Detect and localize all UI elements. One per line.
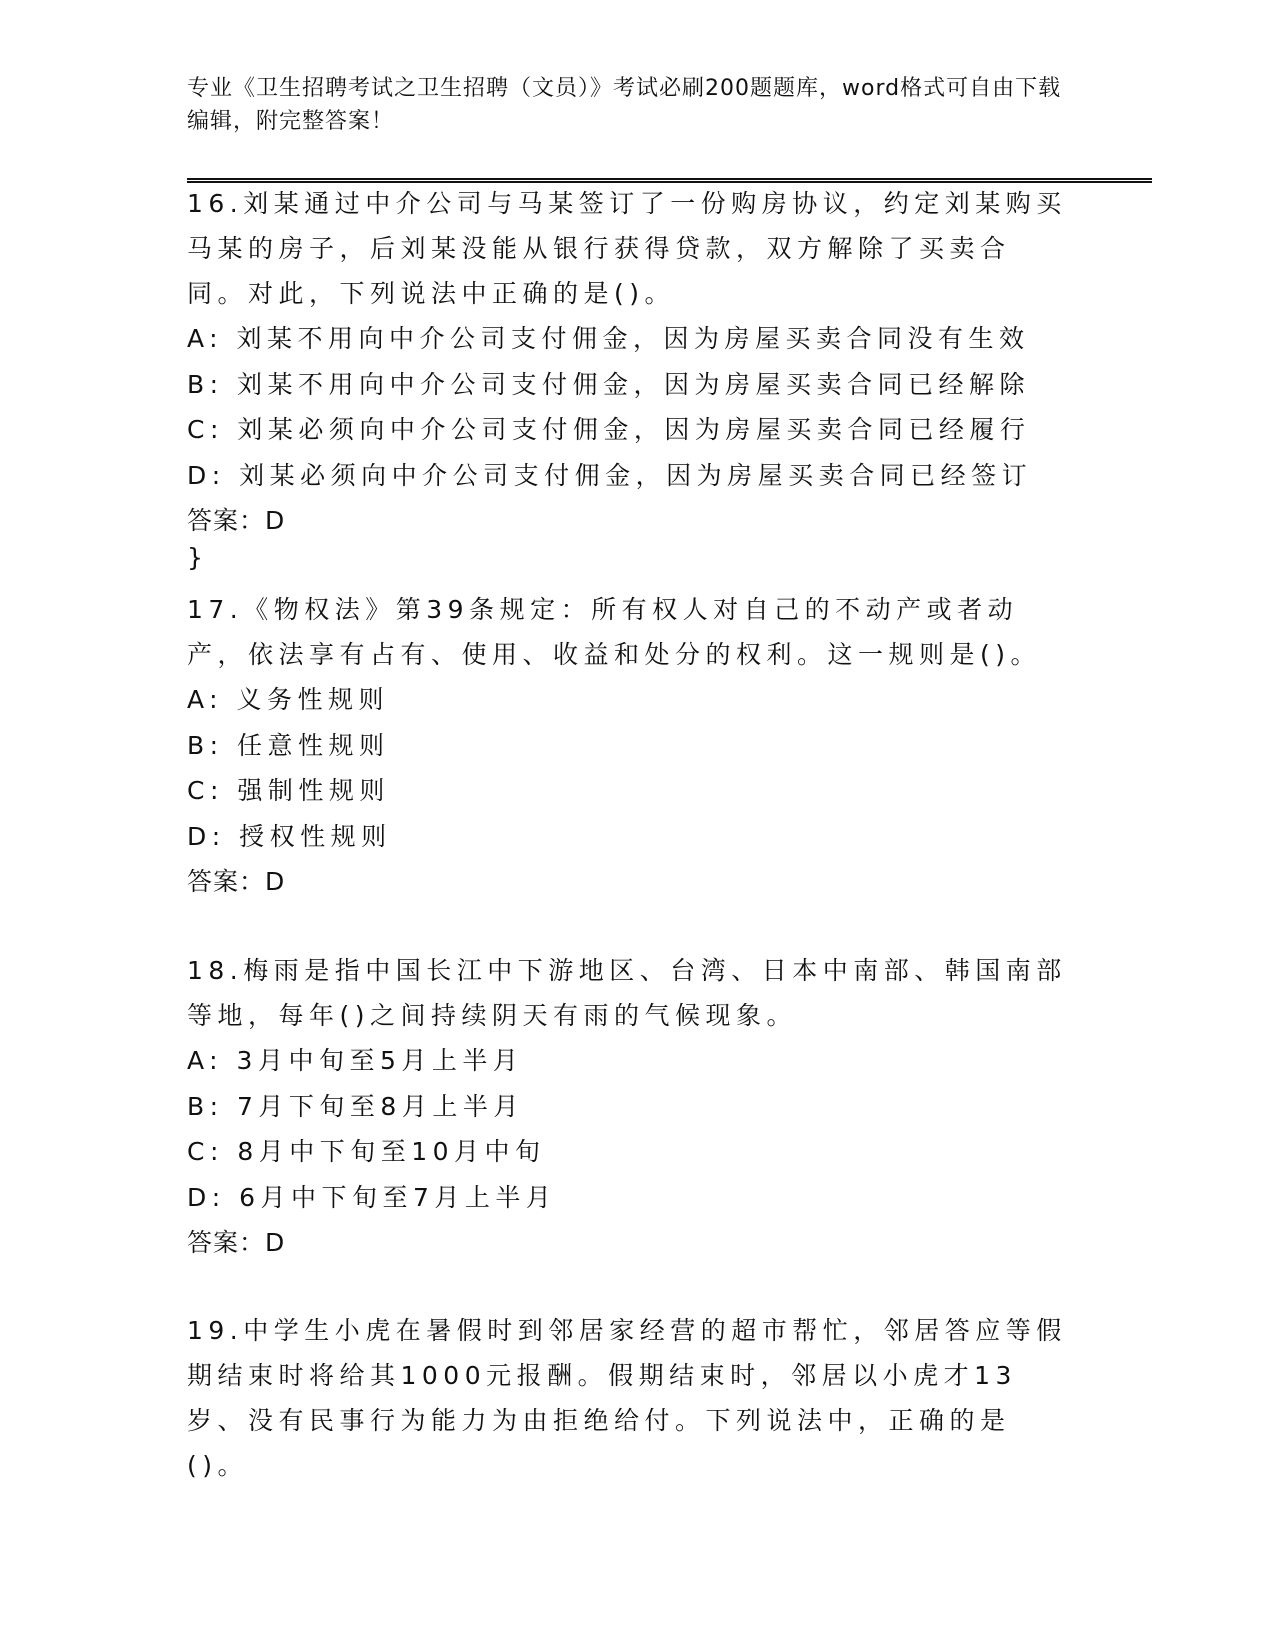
option-c: C: 8月中下旬至10月中旬 xyxy=(187,1137,546,1166)
answer-line: 答案：D xyxy=(187,867,286,896)
option-a: A: 3月中旬至5月上半月 xyxy=(187,1046,524,1075)
option-b: B: 刘某不用向中介公司支付佣金，因为房屋买卖合同已经解除 xyxy=(187,369,1031,399)
question-stem: 19.中学生小虎在暑假时到邻居家经营的超市帮忙，邻居答应等假期结束时将给其1000元报酬。假期结束时，邻居以小虎才13岁、没有民事行为能力为由拒绝给付。下列说法中，正确的是()。 xyxy=(187,1316,1067,1480)
option-d: D: 6月中下旬至7月上半月 xyxy=(187,1182,557,1212)
option-b: B: 任意性规则 xyxy=(187,730,390,760)
question-16: 16.刘某通过中介公司与马某签订了一份购房协议，约定刘某购买马某的房子，后刘某没能从银行获得贷款，双方解除了买卖合同。对此，下列说法中正确的是()。 A: 刘某不用向中介公司支付佣金，因为房屋买卖合同没有生效 B: 刘某不用向中介公司支付佣金，因为房屋买卖合同已经解除 C: 刘某必须向中介公司支付佣金，因为房屋买卖合同已经履行 D: 刘某必须向中介公司支付佣金，因为房屋买卖合同已经签订 答案：D } xyxy=(187,181,1067,572)
option-c: C: 强制性规则 xyxy=(187,776,390,805)
document-header-title: 专业《卫生招聘考试之卫生招聘（文员）》考试必刷200题题库，word格式可自由下载编辑，附完整答案！ xyxy=(187,76,1062,134)
option-d: D: 授权性规则 xyxy=(187,821,392,851)
question-stem: 18.梅雨是指中国长江中下游地区、台湾、日本中南部、韩国南部等地，每年()之间持续阴天有雨的气候现象。 xyxy=(187,956,1067,1030)
option-a: A: 刘某不用向中介公司支付佣金，因为房屋买卖合同没有生效 xyxy=(187,324,1030,353)
option-a: A: 义务性规则 xyxy=(187,685,390,714)
question-stem: 16.刘某通过中介公司与马某签订了一份购房协议，约定刘某购买马某的房子，后刘某没能从银行获得贷款，双方解除了买卖合同。对此，下列说法中正确的是()。 xyxy=(187,189,1067,308)
option-b: B: 7月下旬至8月上半月 xyxy=(187,1091,524,1121)
answer-line: 答案：D xyxy=(187,1228,286,1257)
option-d: D: 刘某必须向中介公司支付佣金，因为房屋买卖合同已经签订 xyxy=(187,460,1033,490)
question-19 xyxy=(187,1308,1067,1488)
question-stem: 17.《物权法》第39条规定：所有权人对自己的不动产或者动产，依法享有占有、使用、收益和处分的权利。这一规则是()。 xyxy=(187,595,1042,669)
question-18 xyxy=(187,948,1067,1265)
answer-line: 答案：D xyxy=(187,506,286,535)
option-c: C: 刘某必须向中介公司支付佣金，因为房屋买卖合同已经履行 xyxy=(187,415,1031,444)
question-17 xyxy=(187,587,1067,904)
